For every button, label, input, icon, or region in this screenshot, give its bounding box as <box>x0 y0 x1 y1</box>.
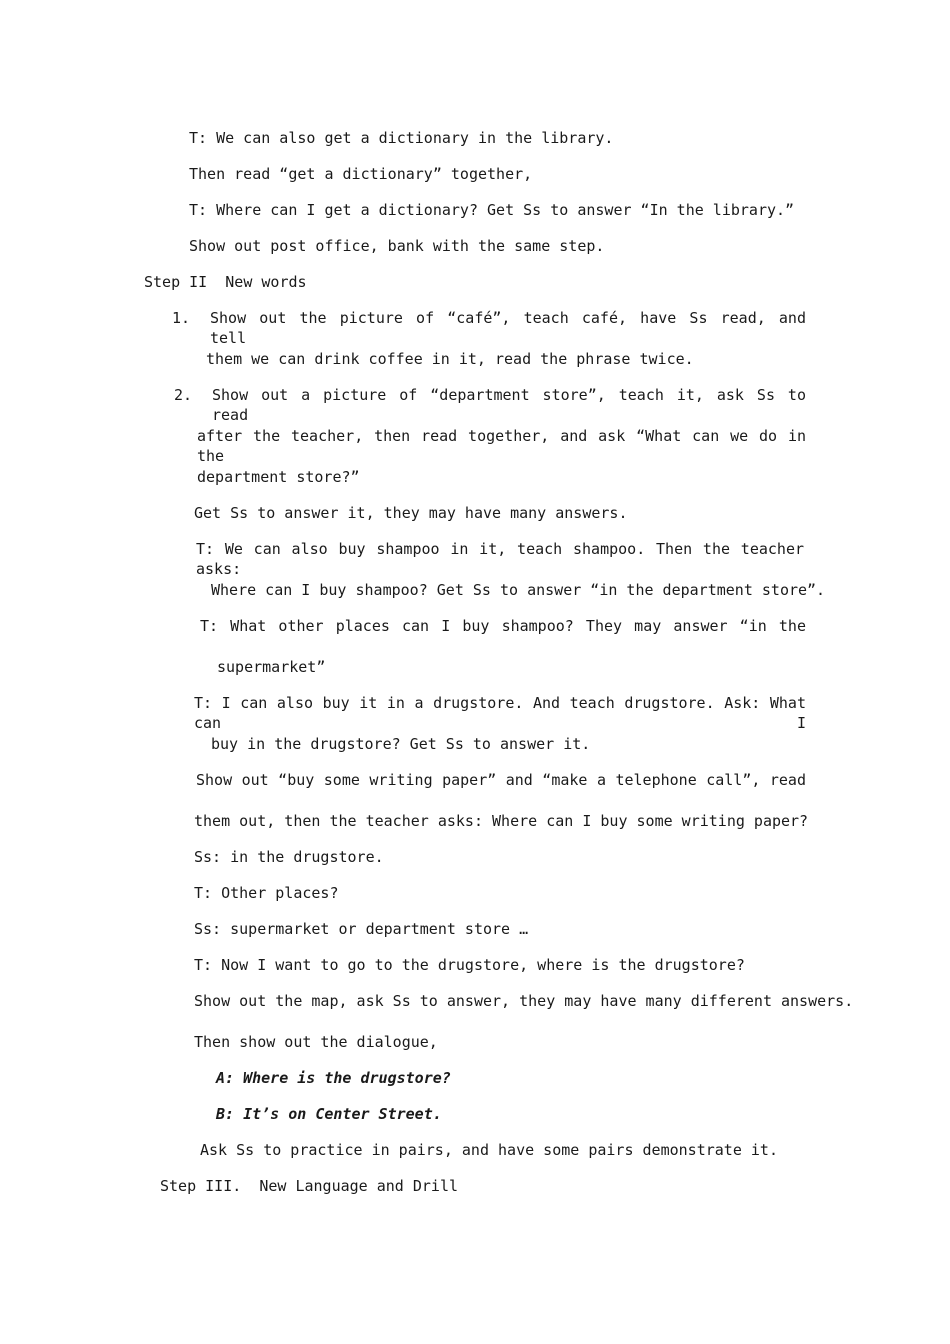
section-heading: Step III. New Language and Drill <box>160 1177 459 1195</box>
text-line: department store?” <box>197 468 360 486</box>
text-line: after the teacher, then read together, and ask “What can we do in the <box>197 427 806 465</box>
text-line: Ss: supermarket or department store … <box>194 920 529 938</box>
text-line: Get Ss to answer it, they may have many answers. <box>194 504 628 522</box>
text-line: Show out the picture of “café”, teach café, have Ss read, and tell <box>210 309 806 347</box>
text-line: T: Other places? <box>194 884 339 902</box>
text-line: buy in the drugstore? Get Ss to answer it. <box>211 735 591 753</box>
text-line: them out, then the teacher asks: Where can I buy some writing paper? <box>194 812 809 830</box>
text-line: Show out a picture of “department store”, teach it, ask Ss to read <box>212 386 806 424</box>
text-line: Ask Ss to practice in pairs, and have some pairs demonstrate it. <box>200 1141 778 1159</box>
text-line: Then show out the dialogue, <box>194 1033 438 1051</box>
dialogue-line-b: B: It’s on Center Street. <box>216 1105 442 1123</box>
section-heading: Step II New words <box>144 273 307 291</box>
text-line: T: Now I want to go to the drugstore, where is the drugstore? <box>194 956 745 974</box>
text-line: Show out “buy some writing paper” and “make a telephone call”, read <box>196 771 806 789</box>
text-line: Show out post office, bank with the same step. <box>189 237 605 255</box>
text-line: T: Where can I get a dictionary? Get Ss to answer “In the library.” <box>189 201 795 219</box>
text-line: T: What other places can I buy shampoo? They may answer “in the <box>200 617 806 635</box>
text-line: supermarket” <box>217 658 326 676</box>
list-number: 2. <box>174 386 193 404</box>
list-number: 1. <box>172 309 191 327</box>
text-line: T: I can also buy it in a drugstore. And teach drugstore. Ask: What can I <box>194 694 806 732</box>
text-line: them we can drink coffee in it, read the phrase twice. <box>206 350 694 368</box>
text-line: Show out the map, ask Ss to answer, they may have many different answers. <box>194 992 854 1010</box>
text-line: Where can I buy shampoo? Get Ss to answer “in the department store”. <box>211 581 826 599</box>
dialogue-line-a: A: Where is the drugstore? <box>216 1069 451 1087</box>
text-line: Then read “get a dictionary” together, <box>189 165 533 183</box>
text-line: T: We can also get a dictionary in the library. <box>189 129 614 147</box>
text-line: Ss: in the drugstore. <box>194 848 384 866</box>
text-line: T: We can also buy shampoo in it, teach shampoo. Then the teacher asks: <box>196 540 804 578</box>
